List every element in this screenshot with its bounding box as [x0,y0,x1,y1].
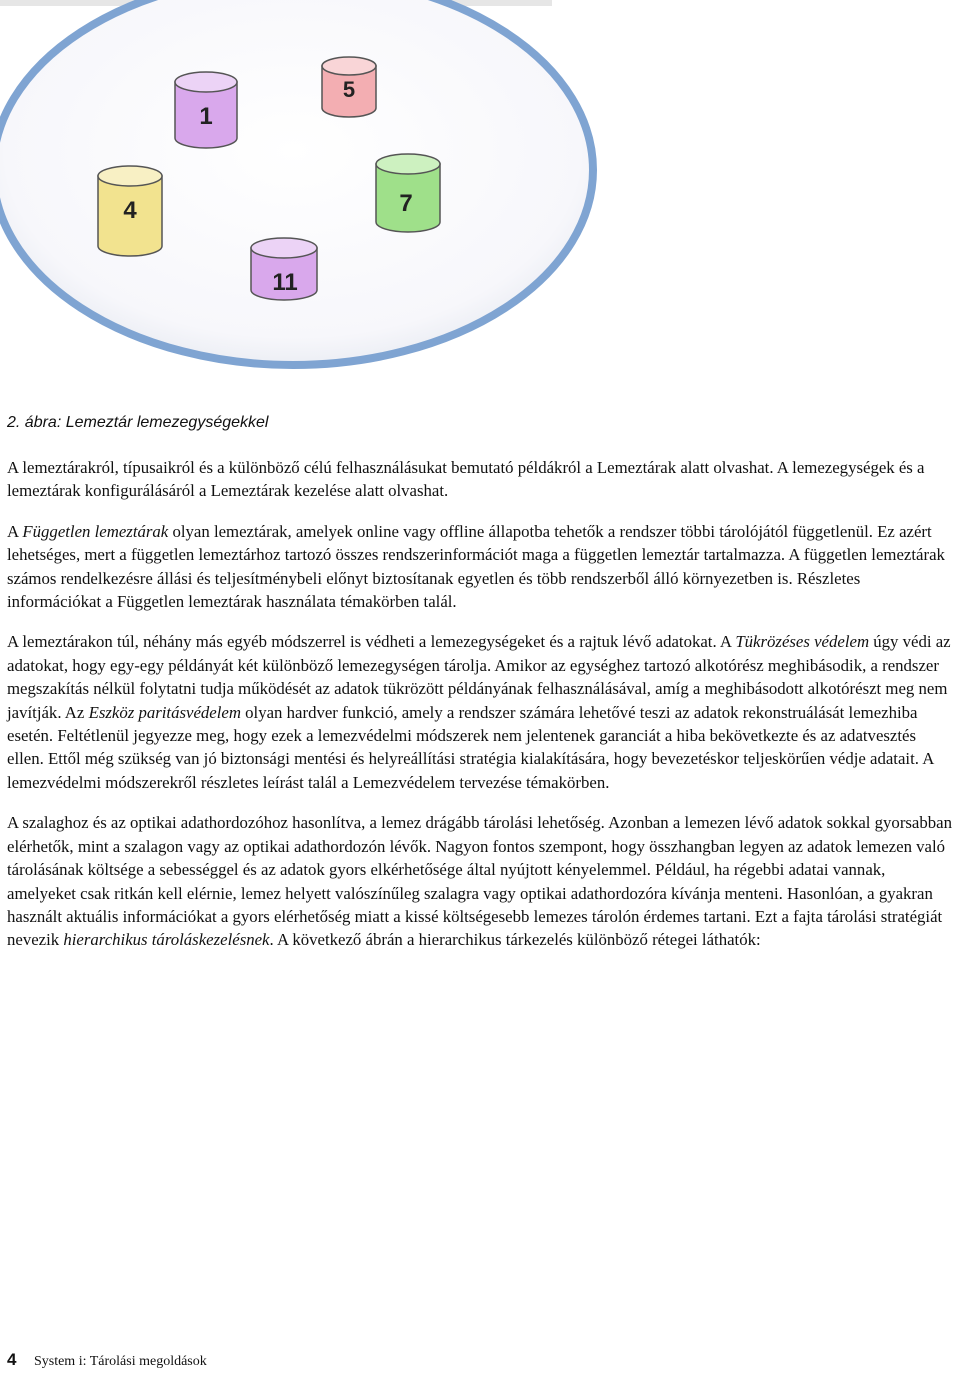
disk-pool-figure [0,0,600,400]
paragraph-disk-pools-intro [7,456,955,503]
disk-unit-5 [322,57,376,117]
term-independent-disk-pools: Független lemeztárak [22,521,169,541]
text-run: úgy védi az adatokat, hogy egy-egy példányát két különböző lemezegységen tárolja. Amikor az egységhez tartozó alkotórész meghibásodik, a rendszer megszakítás nélkül folytatni tudja működését az adatok tükrözött példányának felhasználásával, amíg a meghibásodott alkotórészt meg nem javítják. Az [7,632,951,722]
figure-caption: 2. ábra: Lemeztár lemezegységekkel [7,414,269,431]
disk-unit-7 [376,154,440,232]
text-run: olyan lemeztárak, amelyek online vagy offline állapotba tehetők a rendszer többi tárolójától függetlenül. Ez azért lehetséges, mert a független lemeztárhoz tartozó összes rendszerinformációt maga a független lemeztár tartalmazza. A független lemeztárak számos rendelkezésre állási és teljesítménybeli előnyt biztosítanak egyetlen és több rendszerből álló környezetben is. Részletes információkat a Független lemeztárak használata témakörben talál. [7,521,945,612]
paragraph-text: A lemeztárakról, típusaikról és a különböző célú felhasználásukat bemutató példákról a Lemeztárak alatt olvashat. A lemezegységek és a lemeztárak konfigurálásáról a Lemeztárak kezelése alatt olvashat. [7,458,925,501]
disk-label-1: 1 [199,103,213,130]
disk-pool-ring [0,0,593,365]
term-mirrored-protection: Tükrözéses védelem [735,632,870,652]
disk-label-11: 11 [272,269,298,296]
disk-unit-4 [98,166,162,256]
disk-label-4: 4 [123,197,137,224]
disk-unit-11 [251,238,317,300]
page-footer [7,1350,207,1370]
term-device-parity-protection: Eszköz paritásvédelem [88,702,241,722]
body-text [7,456,955,969]
page-number: 4 [7,1350,17,1369]
text-run: A [7,521,23,541]
text-run: olyan hardver funkció, amely a rendszer számára lehetővé teszi az adatok rekonstruálását lemezhiba esetén. Feltétlenül jegyezze meg, hogy ezek a lemezvédelmi módszerek nem jelentenek garanciát a hiba bekövetkezte és az adatvesztés ellen. Ettől még szükség van jó biztonsági mentési és helyreállítási stratégia kialakítására, hogy bevezetéskor teljeskörűen védje adatait. A lemezvédelmi módszerekről részletes leírást talál a Lemezvédelem tervezése témakörben. [7,702,934,792]
disk-label-5: 5 [342,77,356,102]
disk-unit-1 [175,72,237,148]
text-run: A lemeztárakon túl, néhány más egyéb módszerrel is védheti a lemezegységeket és a rajtuk lévő adatokat. A [7,632,736,652]
paragraph-hierarchical-storage [7,811,955,951]
term-hierarchical-storage-management: hierarchikus tároláskezelésnek [63,930,270,950]
text-run: . A következő ábrán a hierarchikus tárkezelés különböző rétegei láthatók: [269,930,761,950]
footer-title: System i: Tárolási megoldások [33,1354,207,1369]
text-run: A szalaghoz és az optikai adathordozóhoz hasonlítva, a lemez drágább tárolási lehetőség. Azonban a lemezen lévő adatok sokkal gyorsabban elérhetők, mint a szalagon vagy az optikai adathordozón lévők. Nagyon fontos szempont, hogy összhangban legyen az adatok lemezen való tárolásának költsége a sebességgel és az adatok gyors elkérhetősége által nyújtott kényelemmel. Például, ha régebbi adatai vannak, amelyeket csak ritkán kell elérnie, lemez helyett valószínűleg szalagra vagy optikai adathordozóra kívánja menteni. Hasonlóan, a gyakran használt aktuális információkat a gyors elérhetőség miatt a kissé költségesebb lemezes tárolón érdemes tartani. Ezt a fajta tárolási stratégiát nevezik [7,813,953,950]
paragraph-independent-pools [7,520,955,614]
disk-label-7: 7 [399,190,413,217]
paragraph-disk-protection [7,630,955,794]
